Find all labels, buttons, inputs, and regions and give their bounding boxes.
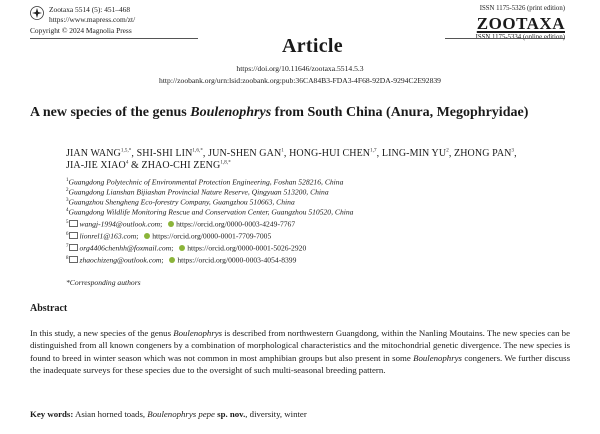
- journal-issue: Zootaxa 5514 (5): 451–468: [49, 5, 131, 14]
- orcid-icon: [168, 221, 174, 227]
- orcid-link[interactable]: https://orcid.org/0000-0001-5026-2920: [187, 243, 307, 253]
- email-link[interactable]: zhaochizeng@outlook.com: [79, 255, 162, 265]
- author-contact: $^5$ wangj-1994@outlook.com; https://orcid.org/0000-0003-4249-7767: [66, 219, 296, 229]
- doi-link[interactable]: https://doi.org/10.11646/zootaxa.5514.5.3: [236, 64, 364, 73]
- affiliation: $^4$Guangdong Wildlife Monitoring Rescue and Conservation Center, Guangzhou 510520, China: [66, 207, 354, 217]
- journal-website-link[interactable]: https://www.mapress.com/zt/: [49, 15, 136, 24]
- author: JUN-SHEN GAN$^1$: [208, 148, 284, 159]
- email-link[interactable]: org4406chenhh@foxmail.com: [79, 243, 172, 253]
- keywords-label: Key words:: [30, 409, 74, 419]
- author-contact: $^8$ zhaochizeng@outlook.com; https://orcid.org/0000-0003-4054-8399: [66, 255, 297, 265]
- paper-title-genus: Boulenophrys: [190, 105, 272, 120]
- author-contact: $^6$ lionrel1@163.com; https://orcid.org/0000-0001-7709-7005: [66, 231, 272, 241]
- author: HONG-HUI CHEN$^{1,7}$: [289, 148, 377, 159]
- email-icon: [69, 220, 78, 227]
- journal-header-right: [445, 5, 565, 42]
- author-list: JIAN $WANG^{1,5,*}$, SHI-SHI $LIN^{1,6,*}$, JUN-SHEN GAN$^1$, HONG-HUI CHEN$^{1,7}$, LING-MIN $YU^2$, ZHONG PAN$^3$, JIA-JIE XIAO$^4$ & ZHAO-CHI $ZENG^{1,8,*}$: [66, 148, 517, 171]
- copyright-text: Copyright © 2024 Magnolia Press: [30, 26, 132, 35]
- header-divider-right: [445, 38, 565, 39]
- paper-title: [30, 104, 570, 121]
- orcid-link[interactable]: https://orcid.org/0000-0003-4249-7767: [176, 219, 296, 229]
- author: JIAN $WANG^{1,5,*}$: [66, 148, 132, 159]
- header-divider-left: [30, 38, 198, 39]
- orcid-icon: [169, 257, 175, 263]
- orcid-icon: [144, 233, 150, 239]
- article-label: Article: [282, 35, 343, 57]
- corresponding-authors-note: *Corresponding authors: [66, 278, 141, 287]
- author: JIA-JIE XIAO$^4$: [66, 160, 129, 171]
- author: LING-MIN $YU^2$: [381, 148, 449, 159]
- abstract-text: In this study, a new species of the genus Boulenophrys is described from northwestern Guangdong, within the Nanling Moutains. The new species can be distinguished from all known congeners by a combination of morphological characteristics and the mitochondrial genetic divergence. The new species is found to breed in winter season which was not common in most amphibian groups but also present in some Boulenophrys congeners. We further discuss the inadequate surveys for these species due to the oversight of such multi-seasonal breeding pattern.: [30, 328, 570, 375]
- email-link[interactable]: lionrel1@163.com: [79, 231, 137, 241]
- orcid-link[interactable]: https://orcid.org/0000-0001-7709-7005: [152, 231, 272, 241]
- email-icon: [69, 256, 78, 263]
- zoobank-lsid-link[interactable]: http://zoobank.org/urn:lsid:zoobank.org:pub:36CA84B3-FDA3-4F68-92DA-9294C2E92839: [159, 76, 441, 85]
- paper-title-part2: from South China (Anura, Megophryidae): [271, 105, 529, 120]
- orcid-icon: [179, 245, 185, 251]
- email-link[interactable]: wangj-1994@outlook.com: [79, 219, 161, 229]
- issn-online: ISSN 1175-5334 (online edition): [475, 34, 565, 41]
- author: ZHAO-CHI $ZENG^{1,8,*}$: [141, 160, 231, 171]
- affiliation: $^3$Guangzhou Shengheng Eco-forestry Company, Guangzhou 510663, China: [66, 197, 295, 207]
- paper-title-part1: A new species of the genus: [30, 105, 191, 120]
- email-icon: [69, 232, 78, 239]
- email-icon: [69, 244, 78, 251]
- author: SHI-SHI $LIN^{1,6,*}$: [136, 148, 203, 159]
- orcid-link[interactable]: https://orcid.org/0000-0003-4054-8399: [177, 255, 297, 265]
- author: ZHONG PAN$^3$: [454, 148, 515, 159]
- magnolia-press-logo-icon: [30, 6, 44, 20]
- zootaxa-logo: ZOOTAXA: [476, 14, 565, 33]
- affiliation: $^1$Guangdong Polytechnic of Environmental Protection Engineering, Foshan 528216, China: [66, 177, 344, 187]
- author-contact: $^7$ org4406chenhh@foxmail.com; https://orcid.org/0000-0001-5026-2920: [66, 243, 307, 253]
- issn-print: ISSN 1175-5326 (print edition): [479, 5, 565, 12]
- abstract-heading: Abstract: [30, 303, 68, 314]
- affiliation: $^2$Guangdong Lianshan Bijiashan Provincial Nature Reserve, Qingyuan 513200, China: [66, 187, 329, 197]
- keywords: Key words: Asian horned toads, Boulenophrys pepe sp. nov., diversity, winter: [30, 409, 307, 419]
